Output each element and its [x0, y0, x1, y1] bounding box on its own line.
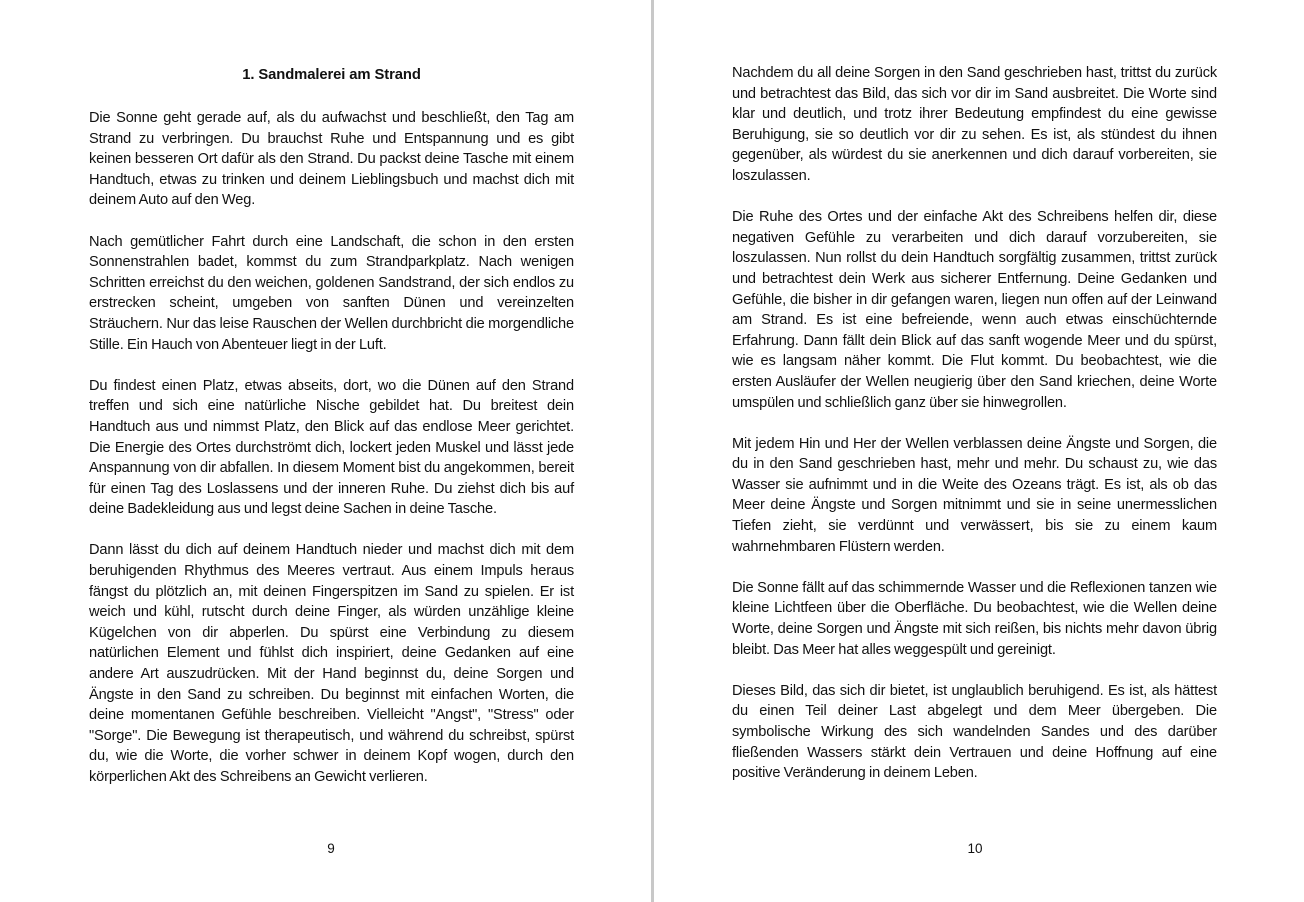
left-page-body — [89, 108, 574, 808]
paragraph: Mit jedem Hin und Her der Wellen verblassen deine Ängste und Sorgen, die du in den Sand geschrieben hast, mehr und mehr. Du schaust zu, wie das Wasser sie aufnimmt und in die Weite des Ozeans trägt. Es ist, als ob das Meer deine Ängste und Sorgen mitnimmt und sie in seine unermesslichen Tiefen zieht, sie verdünnt und verwässert, bis sie zu einem kaum wahrnehmbaren Flüstern werden. — [732, 435, 1217, 555]
page-left — [0, 0, 651, 902]
paragraph: Die Sonne fällt auf das schimmernde Wasser und die Reflexionen tanzen wie kleine Lichtfeen über die Oberfläche. Du beobachtest, wie die Wellen deine Worte, deine Sorgen und Ängste mit sich reißen, bis nichts mehr davon übrig bleibt. Das Meer hat alles weggespült und gereinigt. — [732, 579, 1217, 658]
paragraph: Du findest einen Platz, etwas abseits, dort, wo die Dünen auf den Strand treffen und sich eine natürliche Nische gebildet hat. Du breitest dein Handtuch aus und nimmst Platz, den Blick auf das endlose Meer gerichtet. Die Energie des Ortes durchströmt dich, lockert jeden Muskel und lässt jede Anspannung von dir abfallen. In diesem Moment bist du angekommen, bereit für einen Tag des Loslassens und der inneren Ruhe. Du ziehst dich bis auf deine Badekleidung aus und legst deine Sachen in deine Tasche. — [89, 377, 574, 518]
page-divider — [651, 0, 654, 902]
right-page-body — [732, 63, 1217, 804]
chapter-title: 1. Sandmalerei am Strand — [242, 67, 421, 83]
page-number: 9 — [327, 841, 335, 856]
paragraph: Dieses Bild, das sich dir bietet, ist unglaublich beruhigend. Es ist, als hättest du einen Teil deiner Last abgelegt und dem Meer übergeben. Die symbolische Wirkung des sich wandelnden Sandes und des darüber fließenden Wassers stärkt dein Vertrauen und deine Hoffnung auf eine positive Veränderung in deinem Leben. — [732, 682, 1217, 782]
page-number: 10 — [967, 841, 983, 856]
paragraph: Dann lässt du dich auf deinem Handtuch nieder und machst dich mit dem beruhigenden Rhythmus des Meeres vertraut. Aus einem Impuls heraus fängst du plötzlich an, mit deinen Fingerspitzen im Sand zu spielen. Er ist weich und kühl, rutscht durch deine Finger, als würden unzählige kleine Kügelchen von dir abperlen. Du spürst eine Verbindung zu diesem natürlichen Element und fühlst dich inspiriert, deine Gedanken auf eine andere Art auszudrücken. Mit der Hand beginnst du, deine Sorgen und Ängste in den Sand zu schreiben. Du beginnst mit einfachen Worten, die deine momentanen Gefühle beschreiben. Vielleicht "Angst", "Stress" oder "Sorge". Die Bewegung ist therapeutisch, und während du schreibst, spürst du, wie die Worte, die vorher schwer in deinem Kopf wogen, durch den körperlichen Akt des Schreibens an Gewicht verlieren. — [89, 542, 574, 785]
paragraph: Die Ruhe des Ortes und der einfache Akt des Schreibens helfen dir, diese negativen Gefühle zu verarbeiten und dich darauf vorzubereiten, sie loszulassen. Nun rollst du dein Handtuch sorgfältig zusammen, trittst zurück und betrachtest dein Werk aus sicherer Entfernung. Deine Gedanken und Gefühle, die bisher in dir gefangen waren, liegen nun offen auf der Leinwand am Strand. Es ist eine befreiende, wenn auch etwas einschüchternde Erfahrung. Dann fällt dein Blick auf das sanft wogende Meer und du spürst, wie es langsam näher kommt. Die Flut kommt. Du beobachtest, wie die ersten Ausläufer der Wellen neugierig über den Sand kriechen, deine Worte umspülen und schließlich ganz über sie hinwegrollen. — [732, 209, 1217, 411]
page-right — [655, 0, 1304, 902]
paragraph: Nachdem du all deine Sorgen in den Sand geschrieben hast, trittst du zurück und betrachtest das Bild, das sich vor dir im Sand ausbreitet. Die Worte sind klar und deutlich, und trotz ihrer Bedeutung empfindest du eine gewisse Beruhigung, sie so deutlich vor dir zu sehen. Es ist, als stündest du ihnen gegenüber, als würdest du sie anerkennen und dich darauf vorbereiten, sie loszulassen. — [732, 65, 1217, 184]
paragraph: Die Sonne geht gerade auf, als du aufwachst und beschließt, den Tag am Strand zu verbringen. Du brauchst Ruhe und Entspannung und es gibt keinen besseren Ort dafür als den Strand. Du packst deine Tasche mit einem Handtuch, etwas zu trinken und deinem Lieblingsbuch und machst dich mit deinem Auto auf den Weg. — [89, 110, 574, 209]
paragraph: Nach gemütlicher Fahrt durch eine Landschaft, die schon in den ersten Sonnenstrahlen badet, kommst du zum Strandparkplatz. Nach wenigen Schritten erreichst du den weichen, goldenen Sandstrand, der sich endlos zu erstrecken scheint, umgeben von sanften Dünen und vereinzelten Sträuchern. Nur das leise Rauschen der Wellen durchbricht die morgendliche Stille. Ein Hauch von Abenteuer liegt in der Luft. — [89, 233, 574, 353]
